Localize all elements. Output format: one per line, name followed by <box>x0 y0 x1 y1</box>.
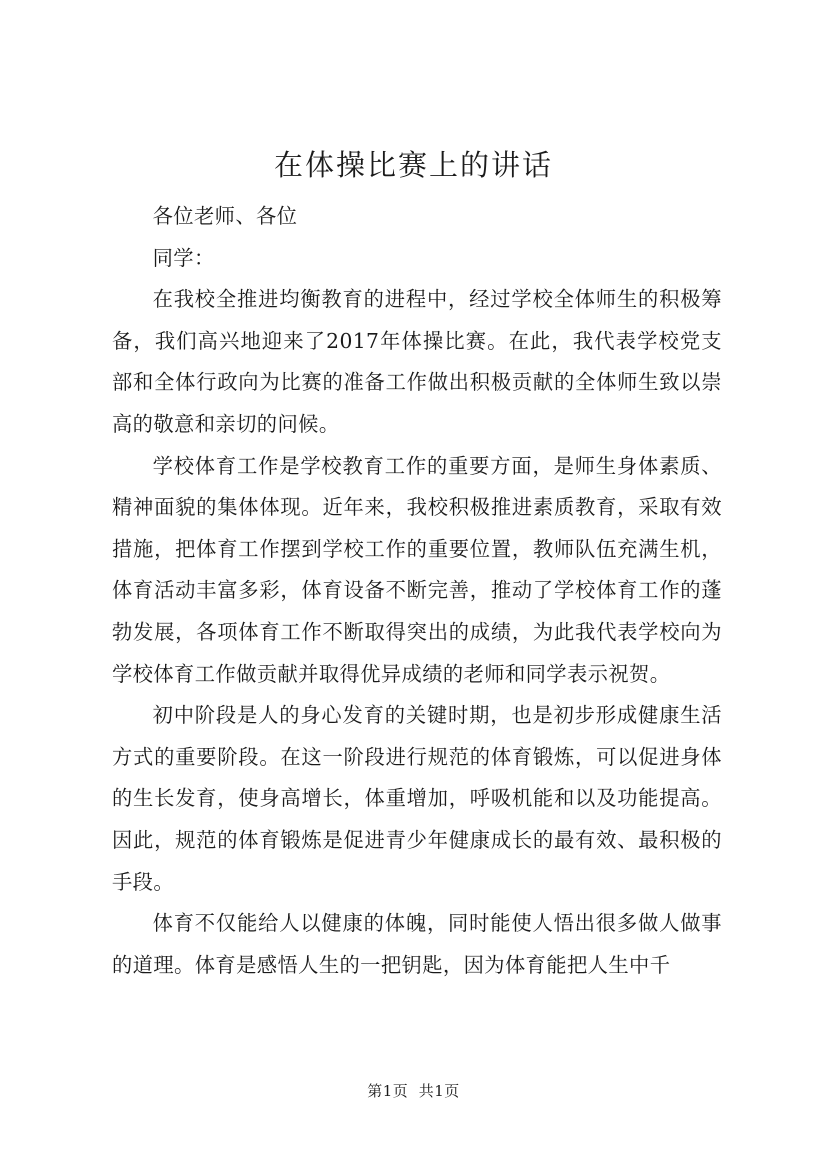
document-body <box>112 196 722 986</box>
paragraph-2: 学校体育工作是学校教育工作的重要方面，是师生身体素质、精神面貌的集体体现。近年来，我校积极推进素质教育，采取有效措施，把体育工作摆到学校工作的重要位置，教师队伍充满生机，体育活动丰富多彩，体育设备不断完善，推动了学校体育工作的蓬勃发展，各项体育工作不断取得突出的成绩，为此我代表学校向为学校体育工作做贡献并取得优异成绩的老师和同学表示祝贺。 <box>112 453 722 686</box>
paragraph-4: 体育不仅能给人以健康的体魄，同时能使人悟出很多做人做事的道理。体育是感悟人生的一把钥匙，因为体育能把人生中千 <box>112 911 722 977</box>
paragraph-1: 在我校全推进均衡教育的进程中，经过学校全体师生的积极筹备，我们高兴地迎来了2017年体操比赛。在此，我代表学校党支部和全体行政向为比赛的准备工作做出积极贡献的全体师生致以崇高的敬意和亲切的问候。 <box>112 287 722 436</box>
page-number: 第1页 共1页 <box>367 1082 460 1100</box>
salutation-line-1: 各位老师、各位 <box>152 204 298 228</box>
salutation-line-2: 同学： <box>152 245 215 270</box>
page-title: 在体操比赛上的讲话 <box>273 148 553 182</box>
paragraph-3: 初中阶段是人的身心发育的关键时期，也是初步形成健康生活方式的重要阶段。在这一阶段进行规范的体育锻炼，可以促进身体的生长发育，使身高增长，体重增加，呼吸机能和以及功能提高。因此，规范的体育锻炼是促进青少年健康成长的最有效、最积极的手段。 <box>112 703 722 894</box>
page-footer <box>0 1080 827 1101</box>
